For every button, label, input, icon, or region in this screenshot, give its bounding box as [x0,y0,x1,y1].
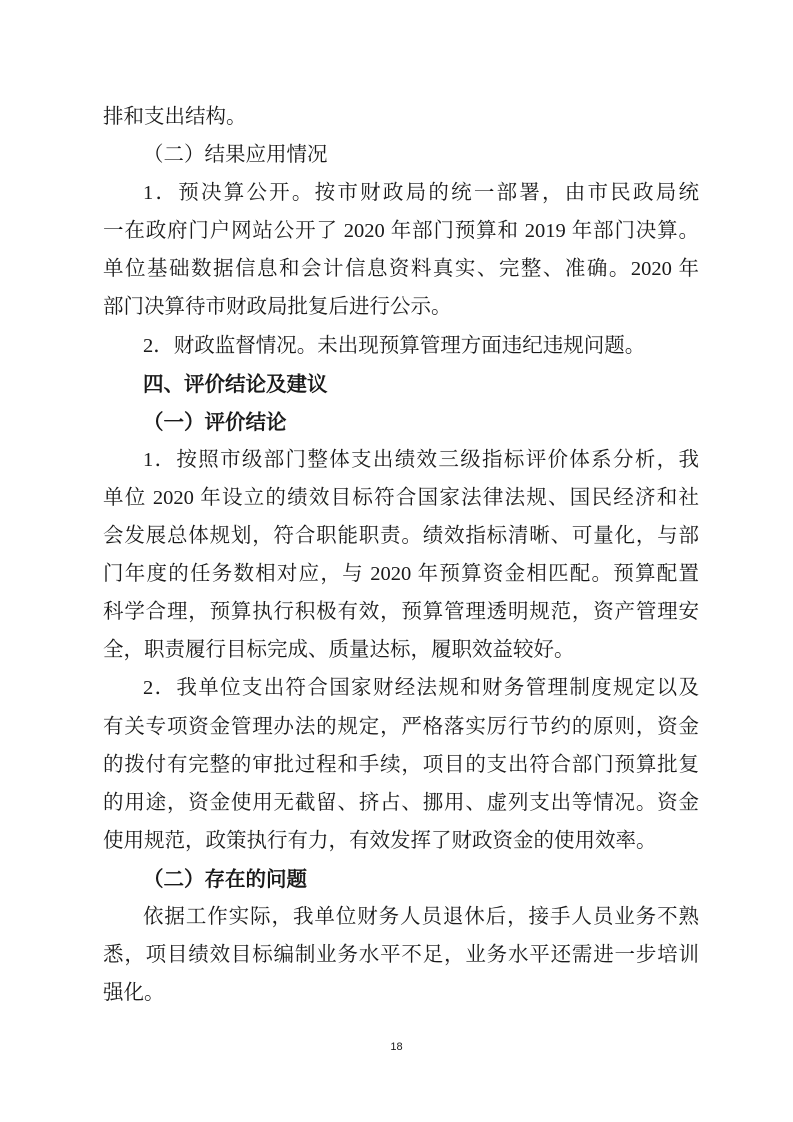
paragraph-line: 排和支出结构。 [103,106,247,128]
paragraph-line: 2．财政监督情况。未出现预算管理方面违纪违规问题。 [143,334,646,357]
subsection-heading: （一）评价结论 [143,409,287,434]
paragraph-line: 悉，项目绩效目标编制业务水平不足，业务水平还需进一步培训 [103,944,699,967]
paragraph-line: 强化。 [103,982,165,1005]
paragraph-line: 全，职责履行目标完成、质量达标，履职效益较好。 [103,639,575,662]
subsection-heading: （二）结果应用情况 [143,144,328,167]
paragraph-line: 1．按照市级部门整体支出绩效三级指标评价体系分析，我 [143,448,699,471]
paragraph-line: 1．预决算公开。按市财政局的统一部署，由市民政局统 [143,182,699,205]
paragraph-line: 依据工作实际，我单位财务人员退休后，接手人员业务不熟 [143,905,699,928]
subsection-heading: （二）存在的问题 [143,866,307,891]
section-heading: 四、评价结论及建议 [143,371,328,396]
paragraph-line: 2．我单位支出符合国家财经法规和财务管理制度规定以及 [143,677,699,700]
paragraph-line: 使用规范，政策执行有力，有效发挥了财政资金的使用效率。 [103,829,657,852]
paragraph-line: 部门决算待市财政局批复后进行公示。 [103,296,452,319]
page-number: 18 [390,1041,403,1053]
paragraph-line: 会发展总体规划，符合职能职责。绩效指标清晰、可量化，与部 [103,525,699,548]
paragraph-line: 单位基础数据信息和会计信息资料真实、完整、准确。2020 年 [103,258,699,281]
paragraph-line: 的拨付有完整的审批过程和手续，项目的支出符合部门预算批复 [103,753,699,776]
paragraph-line: 一在政府门户网站公开了 2020 年部门预算和 2019 年部门决算。 [103,220,699,243]
document-body [103,98,699,1012]
paragraph-line: 科学合理，预算执行积极有效，预算管理透明规范，资产管理安 [103,601,699,624]
paragraph-line: 有关专项资金管理办法的规定，严格落实厉行节约的原则，资金 [103,715,699,738]
paragraph-line: 的用途，资金使用无截留、挤占、挪用、虚列支出等情况。资金 [103,791,699,814]
paragraph-line: 门年度的任务数相对应，与 2020 年预算资金相匹配。预算配置 [103,563,699,586]
paragraph-line: 单位 2020 年设立的绩效目标符合国家法律法规、国民经济和社 [103,486,699,509]
